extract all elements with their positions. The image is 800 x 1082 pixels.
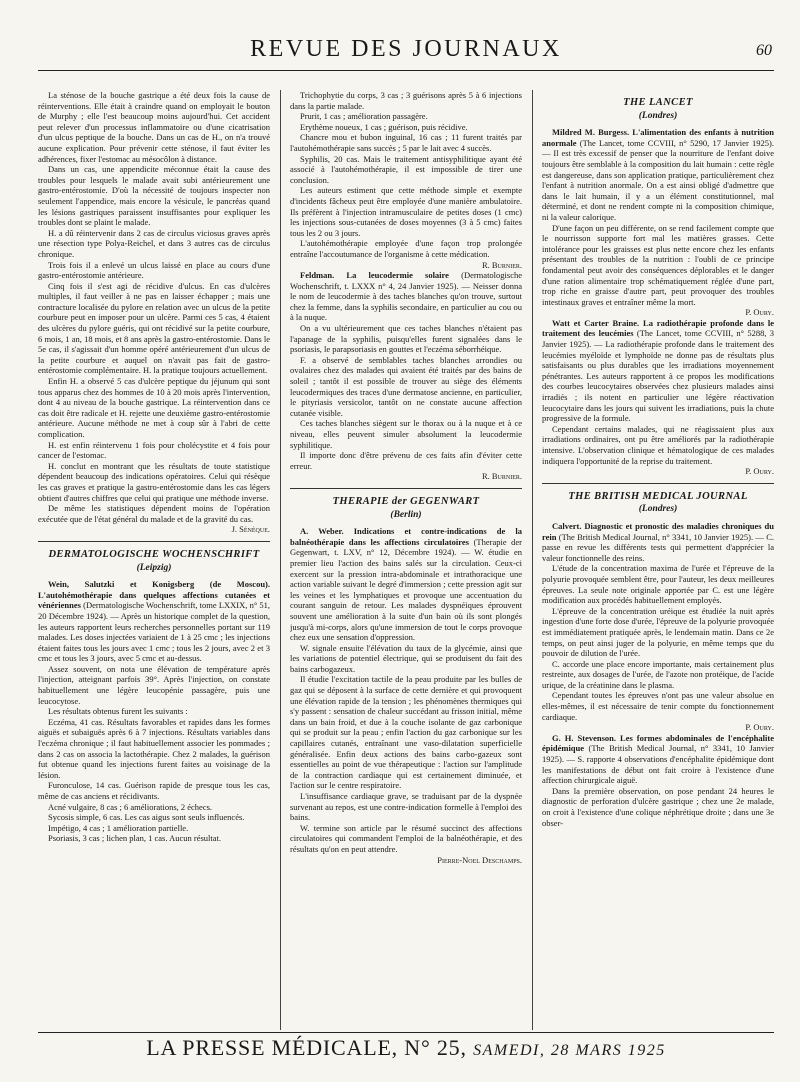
page-title: REVUE DES JOURNAUX <box>250 36 562 62</box>
section-title: THE BRITISH MEDICAL JOURNAL <box>568 490 748 502</box>
paragraph: Psoriasis, 3 cas ; lichen plan, 1 cas. Aucun résultat. <box>48 833 222 844</box>
paragraph: Chancre mou et bubon inguinal, 16 cas ; 11 furent traités par l'autohémothérapie sans succès ; 5 par le lait avec 4 succès. <box>290 132 522 153</box>
paragraph: H. a dû réintervenir dans 2 cas de circulus viciosus graves après une résection type Polya-Reichel, et dans 3 autres cas de circulus chronique. <box>38 227 270 259</box>
section-subtitle: (Londres) <box>638 504 678 515</box>
signature: R. Burnier. <box>481 259 522 270</box>
article-body: (The British Medical Journal, n° 3341, 10 Janvier 1925). — S. rapporte 4 observations d'encéphalite épidémique dont les manifestations de début ont fait croire à l'existence d'une affection chirurgicale aiguë. <box>542 743 774 786</box>
paragraph: L'autohémothérapie employée d'une façon trop prolongée entraîne l'accoutumance de l'organisme à cette médication. <box>290 238 522 259</box>
paragraph: Sycosis simple, 6 cas. Les cas aigus sont seuls influencés. <box>48 812 245 823</box>
article-body: (The Lancet, tome CCVIII, n° 5288, 3 Janvier 1925). — La radiothérapie profonde dans le traitement des leucémies myéloïde et lymphoïde ne donne pas de résultats plus satisfaisants ou plus durables que les irradiations moyennement pénétrantes. Les auteurs rapportent à ce propos les modifications des courbes leucocytaires observées chez plusieurs malades ainsi irradiés ; ils notent en particulier une légère réactivation leucocytaire dans les jours qui suivent les irradiations, puis la chute progressive de la formule. <box>542 328 774 424</box>
column-3 <box>542 90 774 1030</box>
paragraph: Assez souvent, on nota une élévation de température après l'injection, atteignant parfois 39°. Après l'injection, on constate habituellement une légère leucopénie passagère, puis une leucocytose. <box>38 663 270 706</box>
paragraph: Il étudie l'excitation tactile de la peau produite par les bulles de gaz qui se déposent à la surface de cette dernière et qui provoquent une élévation rapide de la tension ; les phénomènes thermiques qui s'y passent : sensation de chaleur succédant au frisson initial, même dans un bain froid, et due à la couche isolante de gaz carbonique qui se produit sur la peau ; enfin l'action du gaz carbonique sur les capillaires cutanés, entraînant une vaso-dilatation superficielle généralisée. Enfin deux actions des bains carbo-gazeux sont essentielles au point de vue thérapeutique : l'action sur l'amplitude de la contraction cardiaque qui est certainement diminuée, et l'action sur le centre respiratoire. <box>290 674 522 791</box>
paragraph: Trichophytie du corps, 3 cas ; 3 guérisons après 5 à 6 injections dans la partie malade. <box>290 90 522 111</box>
article-body: (Dermatologische Wochenschrift, t. LXXX n° 4, 24 Janvier 1925). — Neisser donna le nom de leucodermie à des taches blanches qu'on trouve, surtout chez la femme, dans la syphilis secondaire, en particulier au cou ou à la nuque. <box>290 270 522 323</box>
article-body: (The Lancet, tome CCVIII, n° 5290, 17 Janvier 1925). — Il est très excessif de penser que la nourriture de l'enfant doive toujours être semblable à la composition du lait humain : cette règle est dangereuse, dans son application pratique, particulièrement chez l'enfant à nutrition anormale. On a est ainsi obligé d'admettre que dans le lait humain, il y a un élément constitutionnel, mal déterminé, et dont ne rendent compte ni la composition chimique, ni la valeur calorique. <box>542 137 774 222</box>
paragraph: Cependant toutes les épreuves n'ont pas une valeur absolue en elles-mêmes, il est nécessaire de tenir compte du fonctionnement cardiaque. <box>542 690 774 722</box>
paragraph: W. signale ensuite l'élévation du taux de la glycémie, ainsi que les variations de potentiel électrique, qui se produisent du fait des bains carbogazeux. <box>290 642 522 674</box>
section-title: THERAPIE der GEGENWART <box>332 495 480 507</box>
paragraph: H. conclut en montrant que les résultats de toute statistique dépendent beaucoup des indications opératoires. Celui qui résèque les cas graves et pratique la gastro-entérostomie dans les cas légers obtient d'autres chiffres que celui qui pratique une méthode inverse. <box>38 460 270 503</box>
section-divider <box>290 488 522 489</box>
paragraph: Furonculose, 14 cas. Guérison rapide de presque tous les cas, même de cas anciens et récidivants. <box>38 780 270 801</box>
article-heading: Calvert. Diagnostic et pronostic des maladies chroniques du rein <box>542 520 774 542</box>
paragraph: Trois fois il a enlevé un ulcus laissé en place au cours d'une gastro-entérostomie antérieure. <box>38 259 270 281</box>
columns <box>38 90 774 1030</box>
paragraph: Les auteurs estiment que cette méthode simple et exempte d'incidents fâcheux peut être employée d'une manière ambulatoire. Ils préfèrent à l'injection intramusculaire de petites doses (1 cmc) les injections sous-cutanées de doses moyennes (3 à 5 cmc) faites tous les 2 ou 3 jours. <box>290 185 522 238</box>
page-number: 60 <box>756 42 772 59</box>
column-rule <box>280 90 281 1030</box>
footer-date: SAMEDI, 28 MARS 1925 <box>473 1042 666 1059</box>
paragraph: Enfin H. a observé 5 cas d'ulcère peptique du jéjunum qui sont tous apparus chez des hommes de 10 à 20 mois après l'intervention, dont 4 au niveau de la bouche gastrique. La réintervention dans ce cas doit être radicale et H. rejette une deuxième gastro-entérostomie antérieure. Aucune méthode ne met à coup sûr à l'abri de cette complication. <box>38 376 270 439</box>
paragraph: L'étude de la concentration maxima de l'urée et l'épreuve de la polyurie provoquée semblent être, pour l'auteur, les deux meilleures épreuves. La seule note originale apportée par C. est une légère modification aux procédés habituellement employés. <box>542 563 774 606</box>
section-subtitle: (Berlin) <box>390 509 422 520</box>
paragraph: De même les statistiques dépendent moins de l'opération exécutée que de l'état général du malade et de la gravité du cas. <box>38 503 270 524</box>
signature: P. Oury. <box>745 466 774 477</box>
signature: Pierre-Noel Deschamps. <box>437 854 522 865</box>
footer-journal: LA PRESSE MÉDICALE, N° 25, <box>146 1035 467 1060</box>
page <box>38 30 774 1062</box>
paragraph: La sténose de la bouche gastrique a été deux fois la cause de réinterventions. Elle était à craindre quand on employait le bouton de Murphy ; elle l'est beaucoup moins aujourd'hui. Cet accident peut relever d'un processus inflammatoire ou d'une cicatrisation d'un ulcus peptique de la bouche. Dans un cas de H., on n'a trouvé aucune explication. Pour prévenir cette sténose, il faut éviter les adhérences, fixer l'estomac au mésocôlon à distance. <box>38 90 270 164</box>
paragraph: Cinq fois il s'est agi de récidive d'ulcus. En cas d'ulcères multiples, il faut veiller à ne pas en laisser échapper ; mais une contracture localisée du pylore en relation avec un ulcus de la petite courbure peut en imposer pour un ulcère. Parmi ces 5 cas, 4 étaient des ulcères du pylore guéris, qui ont récidivé sur la petite courbure, 6 mois, 1 an, 18 mois, et 8 ans après la gastro-entérostomie. Dans le 5e cas, il s'agissait d'un homme opéré antérieurement d'un ulcus de la petite courbure et auquel on n'avait pas fait de gastro-entérostomie complémentaire. H. la pratique toujours actuellement. <box>38 280 270 376</box>
paragraph: Ces taches blanches siègent sur le thorax ou à la nuque et à ce niveau, elles peuvent simuler absolument la leucodermie syphilitique. <box>290 418 522 450</box>
section-subtitle: (Leipzig) <box>136 562 172 573</box>
article-heading: Watt et Carter Braine. La radiothérapie profonde dans le traitement des leucémies <box>542 317 774 339</box>
column-2 <box>290 90 522 1030</box>
paragraph: Acné vulgaire, 8 cas ; 6 améliorations, 2 échecs. <box>48 801 213 812</box>
signature: P. Oury. <box>745 722 774 733</box>
article-body: (The British Medical Journal, n° 3341, 10 Janvier 1925). — C. passe en revue les différents tests qui permettent d'apprécier la valeur fonctionnelle des reins. <box>542 531 774 563</box>
article-body: (Therapie der Gegenwart, t. LXV, n° 12, Décembre 1924). — W. étudie en premier lieu l'action des bains salés sur la circulation. Ceux-ci exercent sur la pression intra-abdominale et intrathoracique une action variable suivant le degré d'immersion ; cette pression agit sur les veines et les lymphatiques et provoque une accentuation du courant sanguin de retour. Les malades dyspnéiques éprouvent souvent une amélioration à la suite d'un bain où ils sont plongés jusqu'à mi-corps, alors qu'une immersion de tout le corps provoque chez eux une sensation d'oppression. <box>290 536 522 643</box>
page-header <box>38 30 774 71</box>
paragraph: H. est enfin réintervenu 1 fois pour cholécystite et 4 fois pour cancer de l'estomac. <box>38 439 270 461</box>
signature: P. Oury. <box>745 307 774 318</box>
paragraph: Impétigo, 4 cas ; 1 amélioration partielle. <box>48 822 189 833</box>
paragraph: Syphilis, 20 cas. Mais le traitement antisyphilitique ayant été associé à l'autohémothérapie, il est impossible de tirer une conclusion. <box>290 153 522 185</box>
article-heading: A. Weber. Indications et contre-indications de la balnéothérapie dans les affections circulatoires <box>290 526 522 547</box>
signature: J. Sénèque. <box>231 524 270 535</box>
column-rule <box>532 90 533 1030</box>
paragraph: L'épreuve de la concentration uréique est étudiée la nuit après ingestion d'une forte dose d'urée, l'épreuve de la polyurie provoquée est immédiatement pratiquée après, le lendemain matin. Dans ce 2e temps, on peut ainsi juger de la polyurie, en même temps que du pouvoir de dilution de l'urée. <box>542 605 774 659</box>
paragraph: L'insuffisance cardiaque grave, se traduisant par de la dyspnée survenant au repos, est une contre-indication formelle à l'emploi des bains. <box>290 791 522 823</box>
article-heading: Feldman. La leucodermie solaire <box>300 270 449 281</box>
column-1 <box>38 90 270 1030</box>
section-subtitle: (Londres) <box>638 110 678 121</box>
paragraph: Erythème noueux, 1 cas ; guérison, puis récidive. <box>300 121 468 132</box>
paragraph: W. termine son article par le résumé succinct des affections circulatoires qui commandent l'emploi de la balnéothérapie, et des résultats qu'on en peut attendre. <box>290 822 522 854</box>
section-title: DERMATOLOGISCHE WOCHENSCHRIFT <box>48 548 260 560</box>
paragraph: Eczéma, 41 cas. Résultats favorables et rapides dans les formes aiguës et subaiguës après 6 à 7 injections. Résultats variables dans l'eczéma chronique ; il faut habituellement associer les pommades ; dans 2 cas on associa la lactothérapie. Chez 2 malades, la guérison fut obtenue quand les injections furent faites au voisinage de la lésion. <box>38 716 270 780</box>
paragraph: Les résultats obtenus furent les suivants : <box>48 706 188 717</box>
paragraph: On a vu ultérieurement que ces taches blanches n'étaient pas l'apanage de la syphilis, puisqu'elles furent signalées dans le psoriasis, le parapsoriasis en gouttes et l'eczéma séborrhéique. <box>290 323 522 355</box>
article-heading: Wein, Salutzki et Konigsberg (de Moscou). L'autohémothérapie dans quelques affections cutanées et vénériennes <box>38 579 270 611</box>
article-body: (Dermatologische Wochenschrift, tome LXXIX, n° 51, 20 Décembre 1924). — Après un historique complet de la question, les auteurs rapportent leurs recherches personnelles portant sur 119 malades. Les doses injectées variaient de 1 à 25 cmc ; les injections étaient faites tous les jours avec 1 cmc ; tous les 2 jours, avec 2 et 3 cmc et tous les 3 jours, avec 5 cmc et au-dessus. <box>38 600 270 664</box>
paragraph: Cependant certains malades, qui ne réagissaient plus aux irradiations ordinaires, ont pu être améliorés par la radiothérapie intensive. L'observation clinique et hématologique de ces malades indiquera l'opportunité de la reprise du traitement. <box>542 423 774 466</box>
section-title: THE LANCET <box>623 97 693 108</box>
paragraph: C. accorde une place encore importante, mais certainement plus restreinte, aux dosages de l'urée, de l'azote non protéique, de l'acide urique, de la créatinine dans le plasma. <box>542 658 774 690</box>
section-divider <box>38 541 270 542</box>
paragraph: Dans la première observation, on pose pendant 24 heures le diagnostic de perforation d'ulcère gastrique ; chez une 2e malade, on croit à l'existence d'une colique néphrétique droite ; dans une 3e obser- <box>542 785 774 828</box>
paragraph: D'une façon un peu différente, on se rend facilement compte que le nourrisson supporte fort mal les matières grasses. Cette intolérance pour les graisses est plus nette encore chez les enfants présentant des troubles de la nutrition : l'oubli de ce principe fondamental peut avoir des conséquences déplorables et le danger d'une ration alimentaire trop schématiquement réglée d'une part, trop riche en graisse d'autre part, peut provoquer des troubles intestinaux graves et entraîner même la mort. <box>542 222 774 307</box>
article-heading: Mildred M. Burgess. L'alimentation des enfants à nutrition anormale <box>542 127 774 148</box>
signature: R. Burnier. <box>481 471 522 482</box>
paragraph: F. a observé de semblables taches blanches arrondies ou ovalaires chez des malades qui avaient été traités par des bains de soleil ; tantôt il est possible de trouver au siège des éléments leucodermiques des traces d'une dermatose ancienne, en particulier, le pityriasis versicolor, tantôt on ne constate aucune affection cutanée visible. <box>290 354 522 418</box>
section-divider <box>542 483 774 484</box>
article-heading: G. H. Stevenson. Les formes abdominales de l'encéphalite épidémique <box>542 732 774 754</box>
paragraph: Prurit, 1 cas ; amélioration passagère. <box>300 111 428 122</box>
page-footer <box>38 1032 774 1061</box>
paragraph: Dans un cas, une appendicite méconnue était la cause des troubles pour lesquels le malade avait subi antérieurement une gastro-entérostomie. D'où la nécessité de toujours inspecter non seulement l'appendice, mais encore la vésicule, le pancréas quand les lésions gastriques paraissent insuffisantes pour expliquer les troubles dont se plaint le malade. <box>38 164 270 228</box>
paragraph: Il importe donc d'être prévenu de ces faits afin d'éviter cette erreur. <box>290 450 522 471</box>
